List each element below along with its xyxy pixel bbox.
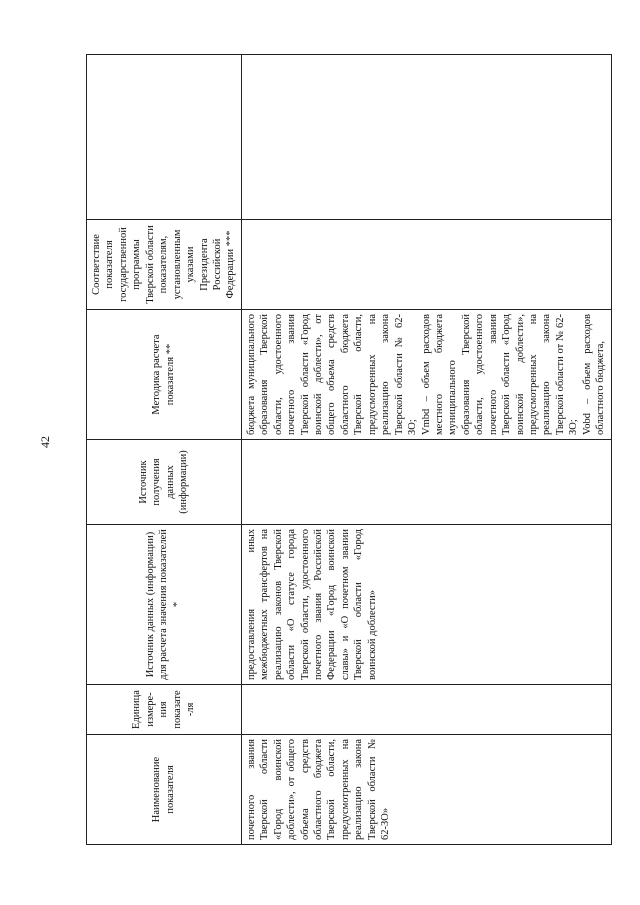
indicator-table	[86, 54, 612, 845]
cell-data-source: предоставления иных межбюджетных трансфертов на реализацию законов Тверской области «О статусе города Тверской области, удостоенного почетного звания Российской Федерации «Город воинской славы» и «О почетном звании Тверской области «Город воинской доблести»	[241, 525, 611, 685]
header-data-origin: Источник получения данных (информации)	[87, 440, 242, 525]
table-header-row	[87, 55, 242, 845]
header-compliance: Соответствие показателя государственной программы Тверской области показателям, установленным указами Президента Российской Федерации ***	[87, 220, 242, 310]
header-indicator-name: Наименование показателя	[87, 735, 242, 845]
cell-extra	[241, 55, 611, 220]
header-data-source: Источник данных (информации) для расчета значения показателей *	[87, 525, 242, 685]
header-calculation-method: Методика расчета показателя **	[87, 310, 242, 440]
table-row	[241, 55, 611, 845]
cell-unit	[241, 685, 611, 735]
header-extra	[87, 55, 242, 220]
cell-indicator-name: почетного звания Тверской области «Город воинской доблести», от общего объема средств областного бюджета Тверской области, предусмотренных на реализацию закона Тверской области № 62-ЗО»	[241, 735, 611, 845]
cell-compliance	[241, 220, 611, 310]
page-number: 42	[38, 436, 52, 448]
cell-calculation-method: бюджета муниципального образования Тверской области, удостоенного почетного звания Тверской области «Город воинской доблести», от общего объема средств областного бюджета Тверской области, предусмотренных на реализацию закона Тверской области № 62-ЗО; Vmbd – объем расходов местного бюджета муниципального образования Тверской области, удостоенного почетного звания Тверской области «Город воинской доблести», предусмотренных на реализацию закона Тверской области от № 62-ЗО; Vobd – объем расходов областного бюджета,	[241, 310, 611, 440]
rotated-table-container	[86, 55, 610, 845]
cell-data-origin	[241, 440, 611, 525]
header-unit: Единица измере-ния показате-ля	[87, 685, 242, 735]
